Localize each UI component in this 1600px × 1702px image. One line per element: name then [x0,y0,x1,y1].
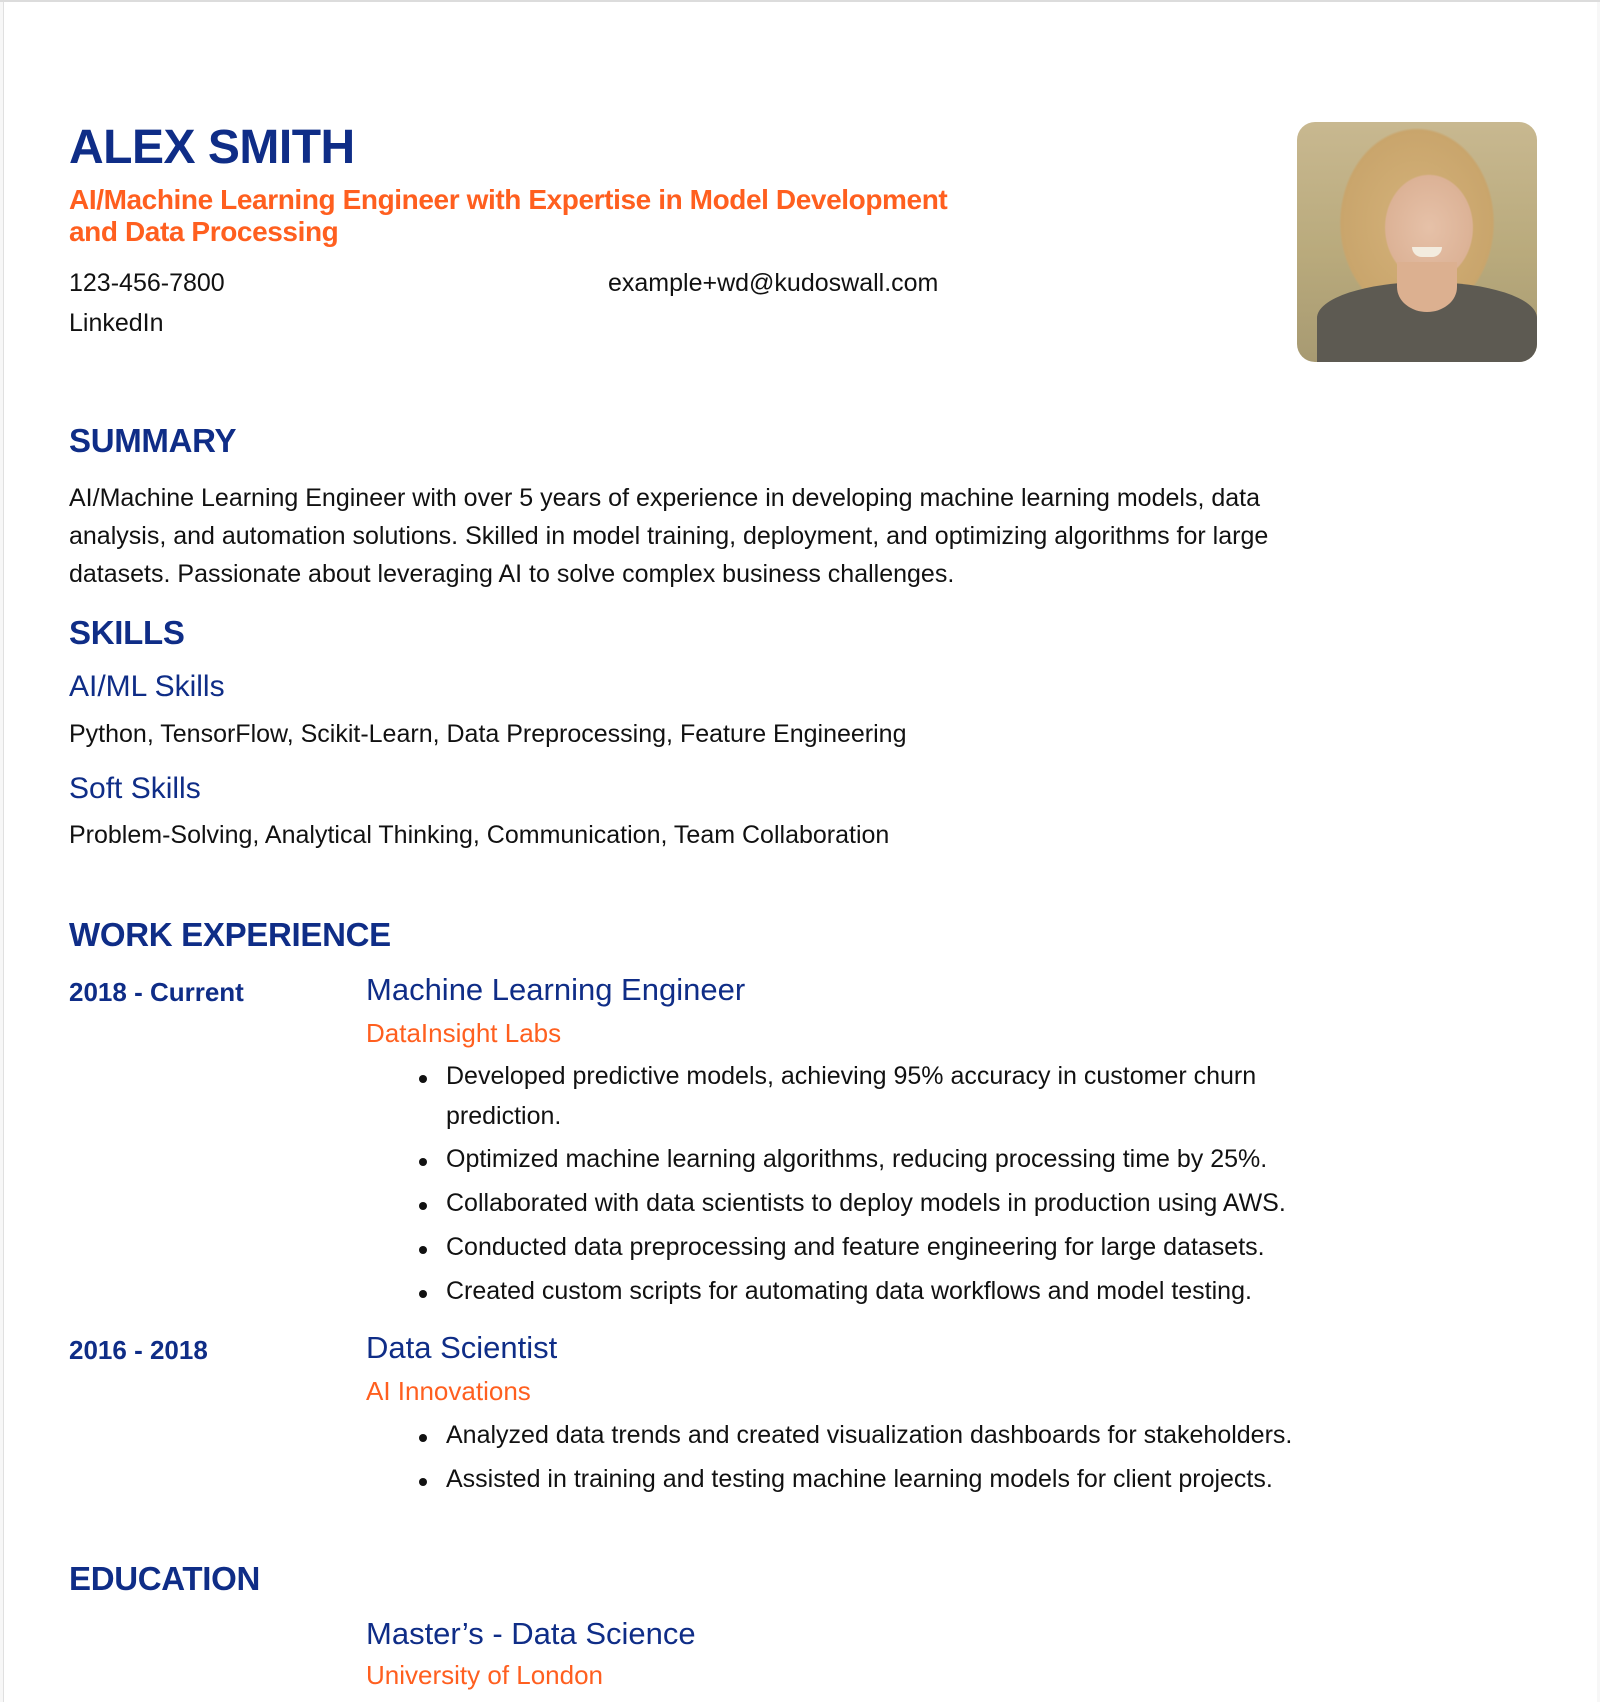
education-school: University of London [366,1660,604,1690]
phone-number: 123-456-7800 [69,269,225,297]
job-bullet: Analyzed data trends and created visualization dashboards for stakeholders. [446,1421,1293,1449]
education-degree: Master’s - Data Science [366,1616,696,1651]
photo-smile [1412,247,1442,257]
job-bullet: Developed predictive models, achieving 95% accuracy in customer churn [446,1062,1257,1090]
bullet-icon [419,1202,427,1210]
job-bullet: Collaborated with data scientists to deploy models in production using AWS. [446,1189,1286,1217]
photo-neck [1397,262,1457,312]
job-bullet: Optimized machine learning algorithms, reducing processing time by 25%. [446,1145,1268,1173]
section-heading-experience: WORK EXPERIENCE [69,916,391,953]
email-address[interactable]: example+wd@kudoswall.com [608,269,939,297]
job-dates: 2018 - Current [69,977,244,1007]
profile-photo [1297,122,1537,362]
skill-group-title: AI/ML Skills [69,670,225,703]
job-dates: 2016 - 2018 [69,1335,208,1365]
summary-line: analysis, and automation solutions. Skilled in model training, deployment, and optimizing algorithms for large [69,522,1269,550]
bullet-icon [419,1434,427,1442]
job-bullet: Conducted data preprocessing and feature engineering for large datasets. [446,1233,1265,1261]
bullet-icon [419,1075,427,1083]
job-bullet: Assisted in training and testing machine learning models for client projects. [446,1465,1273,1493]
candidate-name: ALEX SMITH [69,121,355,174]
job-bullet-continuation: prediction. [446,1102,562,1130]
job-role: Machine Learning Engineer [366,972,746,1007]
skill-group-title: Soft Skills [69,772,201,805]
skill-group-items: Problem-Solving, Analytical Thinking, Communication, Team Collaboration [69,821,890,849]
linkedin-link[interactable]: LinkedIn [69,309,164,337]
candidate-headline [69,184,1129,248]
headline-line-1: AI/Machine Learning Engineer with Expertise in Model Development [69,184,948,215]
job-role: Data Scientist [366,1330,558,1365]
section-heading-education: EDUCATION [69,1560,261,1597]
bullet-icon [419,1290,427,1298]
section-heading-skills: SKILLS [69,614,185,651]
section-heading-summary: SUMMARY [69,422,237,459]
job-bullet: Created custom scripts for automating data workflows and model testing. [446,1277,1252,1305]
bullet-icon [419,1246,427,1254]
job-company: DataInsight Labs [366,1018,562,1048]
summary-line: datasets. Passionate about leveraging AI to solve complex business challenges. [69,560,955,588]
bullet-icon [419,1478,427,1486]
bullet-icon [419,1158,427,1166]
job-company: AI Innovations [366,1376,531,1406]
resume-page [3,2,1597,1702]
headline-line-2: and Data Processing [69,216,339,247]
summary-text [69,479,1549,593]
skill-group-items: Python, TensorFlow, Scikit-Learn, Data Preprocessing, Feature Engineering [69,720,907,748]
summary-line: AI/Machine Learning Engineer with over 5 years of experience in developing machine learning models, data [69,484,1260,512]
